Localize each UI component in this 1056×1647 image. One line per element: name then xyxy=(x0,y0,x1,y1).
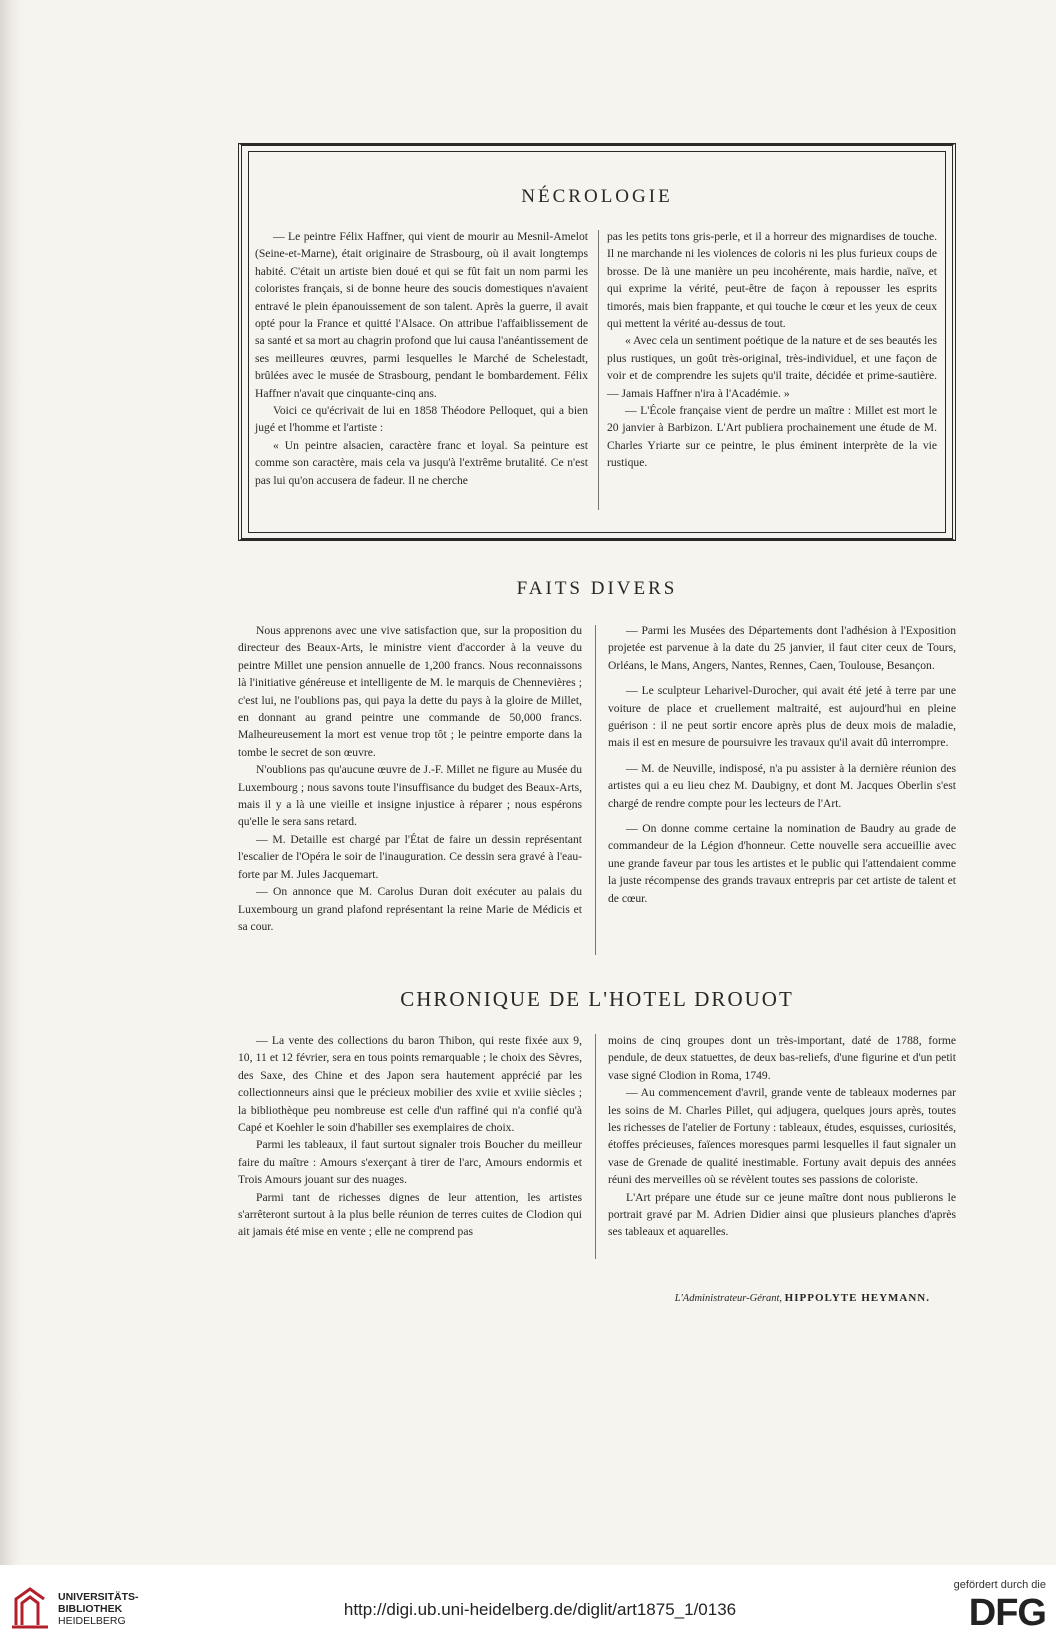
dfg-wordmark: DFG xyxy=(968,1592,1046,1634)
paragraph: Parmi les tableaux, il faut surtout signaler trois Boucher du meilleur faire du maître : Amours s'exerçant à tirer de l'arc, Amours endormis et Trois Amours jouant sur des nuages. xyxy=(238,1138,582,1187)
signature-name: HIPPOLYTE HEYMANN. xyxy=(784,1292,930,1304)
dfg-logo[interactable] xyxy=(936,1579,1046,1633)
column-rule xyxy=(595,1034,596,1259)
necrologie-left-column xyxy=(255,228,588,489)
library-name-line: BIBLIOTHEK xyxy=(58,1603,123,1615)
paragraph: — Le peintre Félix Haffner, qui vient de mourir au Mesnil-Amelot (Seine-et-Marne), était originaire de Strasbourg, où il avait longtemps habité. C'était un artiste bien doué et qui se fût fait un nom parmi les coloristes français, si de bonne heure des soucis domestiques n'avaient entravé le plein épanouissement de son talent. Après la guerre, il avait opté pour la France et quitté l'Alsace. On attribue l'affaiblissement de sa santé et sa mort au chagrin profond que lui causa l'anéantissement de ses meilleures œuvres, parmi lesquelles le Marché de Schelestadt, brûlées avec le musée de Strasbourg, pendant le bombardement. Félix Haffner n'avait que cinquante-cinq ans. xyxy=(255,230,588,400)
necrologie-right-column xyxy=(607,228,937,472)
paragraph: L'Art prépare une étude sur ce jeune maître dont nous publierons le portrait gravé par M. Adrien Didier ainsi que plusieurs planches d'après ses tableaux et aquarelles. xyxy=(608,1190,956,1239)
paragraph: — M. Detaille est chargé par l'État de faire un dessin représentant l'escalier de l'Opéra le soir de l'inauguration. Ce dessin sera gravé à l'eau-forte par M. Jules Jacquemart. xyxy=(238,832,582,881)
paragraph: « Un peintre alsacien, caractère franc et loyal. Sa peinture est comme son caractère, mais cela va jusqu'à l'extrême brutalité. Ce n'est pas lui qu'on accusera de fadeur. Il ne cherche xyxy=(255,438,588,487)
paragraph: — Le sculpteur Leharivel-Durocher, qui avait été jeté à terre par une voiture de place et cruellement maltraité, est aujourd'hui en pleine guérison : il ne peut sortir encore après plus de deux mois de maladie, mais il est en mesure de poursuivre les travaux qu'il avait dû interrompre. xyxy=(608,684,956,750)
paragraph: Parmi tant de richesses dignes de leur attention, les artistes s'arrêteront surtout à la plus belle réunion de terres cuites de Clodion qui ait jamais été mise en vente ; elle ne comprend pas xyxy=(238,1190,582,1239)
paragraph: N'oublions pas qu'aucune œuvre de J.-F. Millet ne figure au Musée du Luxembourg ; nous savons toute l'insuffisance du budget des Beaux-Arts, mais il y a là une vieille et insigne injustice à réparer ; nous espérons qu'elle le sera sans retard. xyxy=(238,763,582,829)
faits-divers-title: FAITS DIVERS xyxy=(516,578,678,599)
faits-left-column xyxy=(238,622,582,935)
paragraph: — La vente des collections du baron Thibon, qui reste fixée aux 9, 10, 11 et 12 février, sera en tous points remarquable ; le choix des Sèvres, des Saxe, des Chine et des Japon sera hautement apprécié par les collectionneurs ainsi que le précieux mobilier des xviie et xviiie siècles ; la bibliothèque peu nombreuse est celle d'un raffiné qui n'a confié qu'à Capé et Koehler le soin d'habiller ses exemplaires de choix. xyxy=(238,1034,582,1135)
paragraph: — L'École française vient de perdre un maître : Millet est mort le 20 janvier à Barbizon. L'Art publiera prochainement une étude de M. Charles Yriarte sur ce peintre, le plus éminent interprète de la vie rustique. xyxy=(607,404,937,470)
library-logo-icon xyxy=(10,1585,50,1631)
paragraph: « Avec cela un sentiment poétique de la nature et de ses beautés les plus rustiques, un goût très-original, très-individuel, et une façon de voir et de comprendre les sujets qu'il traite, décidée et prime-sautière. — Jamais Haffner n'ira à l'Académie. » xyxy=(607,334,937,400)
library-name xyxy=(58,1591,139,1627)
signature xyxy=(560,1292,930,1304)
library-name-line: HEIDELBERG xyxy=(58,1615,126,1627)
footer-bar xyxy=(0,1565,1056,1647)
faits-right-column xyxy=(608,622,956,907)
paragraph: Nous apprenons avec une vive satisfaction que, sur la proposition du directeur des Beaux-Arts, le ministre vient d'accorder à la veuve du peintre Millet une pension annuelle de 1,200 francs. Nous reconnaissons là l'initiative généreuse et intelligente de M. le marquis de Chennevières ; c'est lui, ne l'oublions pas, qui paya la dette du pays à la gloire de Millet, en donnant au grand peintre une commande de 50,000 francs. Malheureusement la mort est venue trop tôt ; le peintre emporte dans la tombe le secret de son œuvre. xyxy=(238,624,582,759)
page-edge-shadow xyxy=(0,0,22,1565)
paragraph: — Parmi les Musées des Départements dont l'adhésion à l'Exposition projetée est parvenue à la date du 25 janvier, il faut citer ceux de Tours, Orléans, le Mans, Angers, Nantes, Rennes, Caen, Toulouse, Besançon. xyxy=(608,624,956,672)
paragraph: — On annonce que M. Carolus Duran doit exécuter au palais du Luxembourg un grand plafond représentant la reine Marie de Médicis et sa cour. xyxy=(238,885,582,933)
chronique-left-column xyxy=(238,1032,582,1241)
permalink-url[interactable]: http://digi.ub.uni-heidelberg.de/diglit/art1875_1/0136 xyxy=(343,1600,737,1619)
funded-by-label: gefördert durch die xyxy=(953,1579,1046,1591)
paragraph: moins de cinq groupes dont un très-important, daté de 1788, forme pendule, de deux statuettes, de deux bas-reliefs, d'une figurine et d'un petit vase signé Clodion in Roma, 1749. xyxy=(608,1034,956,1082)
column-rule xyxy=(598,230,599,510)
paragraph: Voici ce qu'écrivait de lui en 1858 Théodore Pelloquet, qui a bien jugé et l'homme et l'artiste : xyxy=(255,404,588,435)
signature-role: L'Administrateur-Gérant, xyxy=(674,1293,783,1304)
library-name-line: UNIVERSITÄTS- xyxy=(58,1591,139,1603)
chronique-right-column xyxy=(608,1032,956,1241)
paragraph: — M. de Neuville, indisposé, n'a pu assister à la dernière réunion des artistes qui a eu lieu chez M. Daubigny, et dont M. Jacques Oberlin s'est chargé de rendre compte pour les lecteurs de l'Art. xyxy=(608,761,956,810)
column-rule xyxy=(595,625,596,955)
chronique-title: CHRONIQUE DE L'HOTEL DROUOT xyxy=(400,987,794,1011)
paragraph: pas les petits tons gris-perle, et il a horreur des mignardises de touche. Il ne marchande ni les violences de coloris ni les plus furieux coups de brosse. De là une manière un peu incohérente, mais hardie, naïve, et qui exprime la vérité, peut-être de façon à repousser les esprits timorés, mais bien frappante, et qui touche le cœur et les yeux de ceux qui mettent la vérité au-dessus de tout. xyxy=(607,230,937,331)
library-logo[interactable] xyxy=(10,1585,150,1633)
paragraph: — On donne comme certaine la nomination de Baudry au grade de commandeur de la Légion d'honneur. Cette nouvelle sera accueillie avec une grande faveur par tous les artistes et le public qui l'attendaient comme la juste récompense des grands travaux entrepris par cet artiste de talent et de cœur. xyxy=(608,822,956,905)
necrologie-title: NÉCROLOGIE xyxy=(521,186,673,207)
paragraph: — Au commencement d'avril, grande vente de tableaux modernes par les soins de M. Charles Pillet, qui adjugera, quelques jours après, toutes les richesses de l'atelier de Fortuny : tableaux, études, esquisses, curiosités, étoffes précieuses, faïences moresques parmi lesquelles il faut signaler un vase de Grenade de qualité inestimable. Fortuny avait depuis des années réuni des merveilles où se révèlent toutes ses passions de coloriste. xyxy=(608,1086,956,1187)
